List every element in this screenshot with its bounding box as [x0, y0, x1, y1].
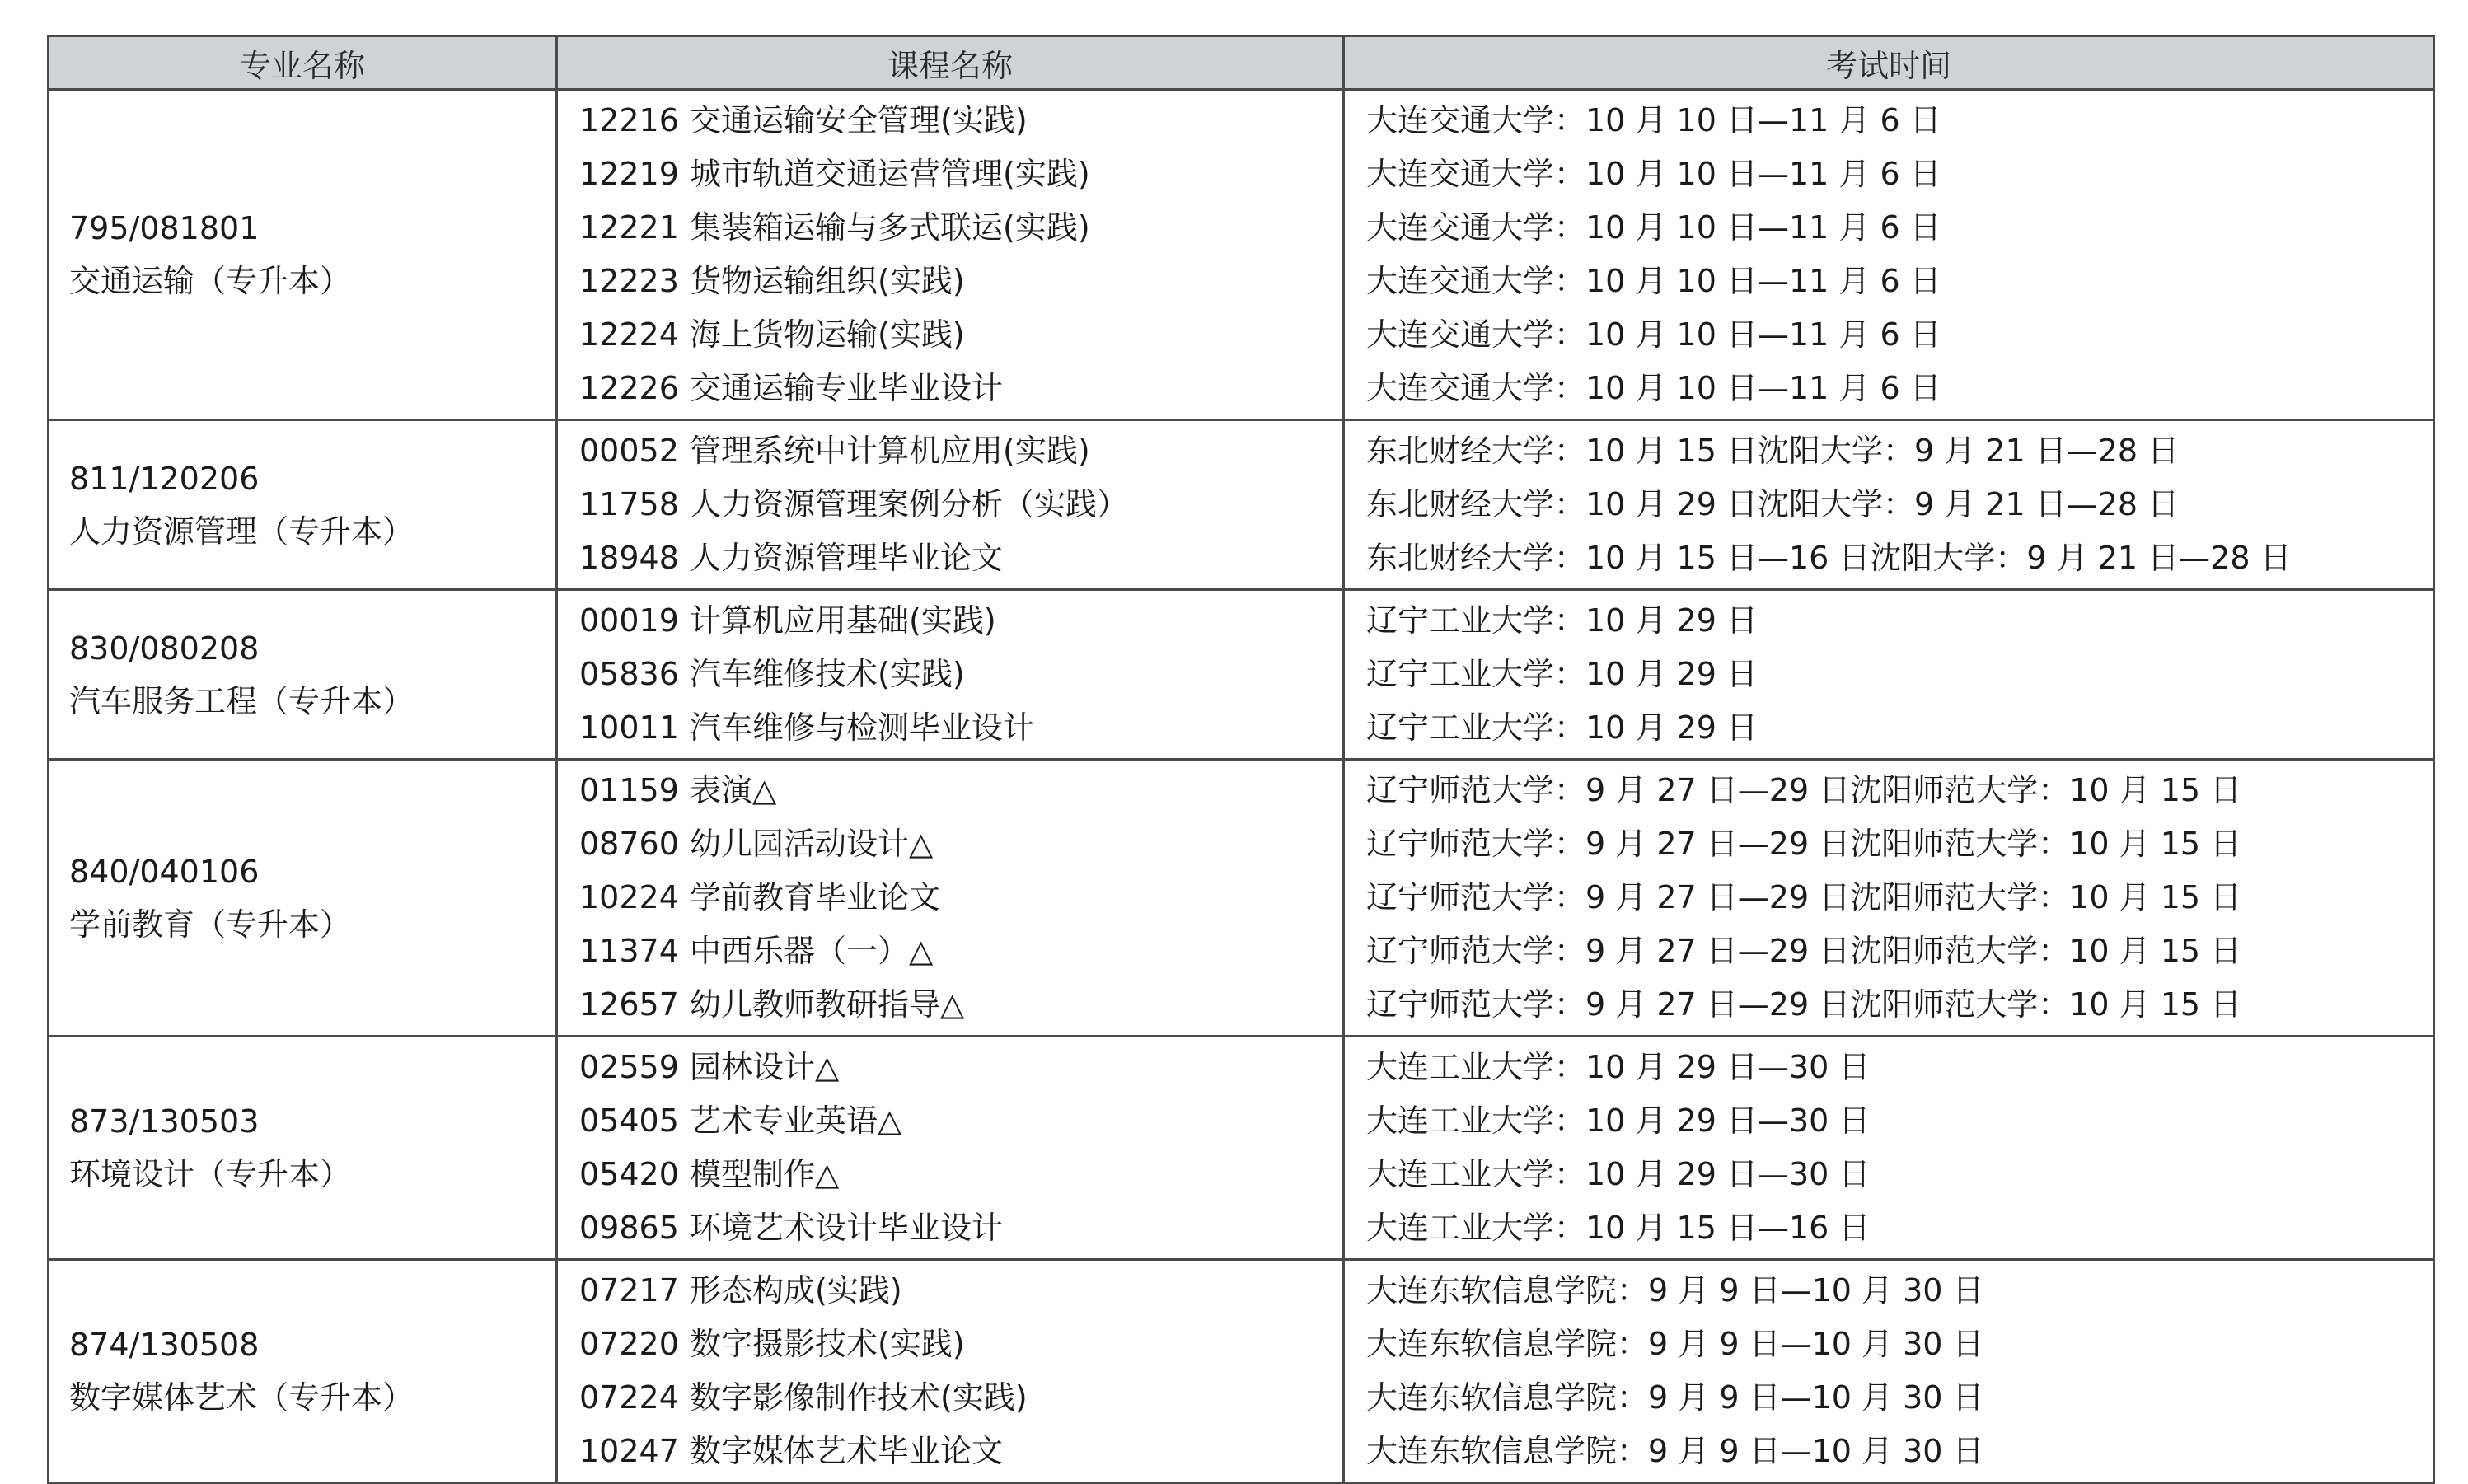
major-name: 交通运输（专升本）	[69, 263, 352, 299]
major-cell	[49, 420, 557, 590]
exam-time-line: 辽宁工业大学：10 月 29 日	[1366, 709, 1758, 746]
course-code: 05405	[579, 1102, 679, 1139]
course-code: 18948	[579, 540, 679, 576]
major-name: 学前教育（专升本）	[69, 906, 352, 943]
course-code: 12657	[579, 986, 679, 1023]
course-line	[558, 1148, 1342, 1201]
course-line	[558, 531, 1342, 585]
major-code: 873/130503	[69, 1103, 260, 1140]
exam-time-line: 大连东软信息学院：9 月 9 日—10 月 30 日	[1366, 1379, 1984, 1416]
exam-time-line: 大连交通大学：10 月 10 日—11 月 6 日	[1366, 102, 1941, 138]
major-name: 环境设计（专升本）	[69, 1156, 352, 1192]
course-name: 艺术专业英语△	[690, 1102, 902, 1139]
course-code: 12216	[579, 102, 679, 138]
course-code: 07220	[579, 1326, 679, 1362]
course-name: 表演△	[690, 772, 777, 808]
course-code: 08760	[579, 826, 679, 862]
course-line	[558, 1318, 1342, 1371]
exam-time-line: 大连交通大学：10 月 10 日—11 月 6 日	[1366, 156, 1941, 192]
course-line	[558, 1425, 1342, 1478]
course-line	[558, 817, 1342, 871]
table-header-row	[49, 36, 2434, 90]
course-name: 人力资源管理毕业论文	[690, 540, 1004, 576]
course-name: 形态构成(实践)	[690, 1272, 902, 1308]
course-cell	[557, 420, 1344, 590]
course-code: 07224	[579, 1379, 679, 1416]
header-course: 课程名称	[557, 36, 1344, 90]
major-code: 874/130508	[69, 1327, 260, 1363]
course-code: 05836	[579, 656, 679, 692]
course-name: 计算机应用基础(实践)	[690, 602, 996, 639]
course-line	[558, 594, 1342, 648]
course-name: 集装箱运输与多式联运(实践)	[690, 209, 1090, 246]
course-name: 货物运输组织(实践)	[690, 263, 965, 299]
major-cell	[49, 760, 557, 1037]
exam-time-line: 大连工业大学：10 月 15 日—16 日	[1366, 1210, 1871, 1246]
course-cell	[557, 1260, 1344, 1483]
exam-time-line: 大连工业大学：10 月 29 日—30 日	[1366, 1156, 1871, 1192]
header-exam-time: 考试时间	[1344, 36, 2434, 90]
course-code: 07217	[579, 1272, 679, 1308]
exam-time-line: 大连交通大学：10 月 10 日—11 月 6 日	[1366, 209, 1941, 246]
course-name: 学前教育毕业论文	[690, 879, 941, 915]
course-line	[558, 871, 1342, 925]
course-name: 管理系统中计算机应用(实践)	[690, 433, 1090, 469]
exam-time-cell	[1344, 420, 2434, 590]
major-cell	[49, 1037, 557, 1260]
course-code: 11758	[579, 486, 679, 522]
course-code: 09865	[579, 1210, 679, 1246]
exam-time-line: 大连东软信息学院：9 月 9 日—10 月 30 日	[1366, 1433, 1984, 1469]
course-line	[558, 648, 1342, 701]
course-name: 城市轨道交通运营管理(实践)	[690, 156, 1090, 192]
exam-time-cell	[1344, 1260, 2434, 1483]
exam-time-line: 辽宁师范大学：9 月 27 日—29 日沈阳师范大学：10 月 15 日	[1366, 986, 2242, 1023]
course-code: 10224	[579, 879, 679, 915]
course-cell	[557, 1037, 1344, 1260]
major-code: 840/040106	[69, 853, 260, 890]
course-name: 人力资源管理案例分析（实践）	[690, 486, 1129, 522]
exam-time-line: 大连交通大学：10 月 10 日—11 月 6 日	[1366, 316, 1941, 353]
exam-time-line: 大连交通大学：10 月 10 日—11 月 6 日	[1366, 370, 1941, 406]
table-row	[49, 1037, 2434, 1260]
exam-time-line: 辽宁师范大学：9 月 27 日—29 日沈阳师范大学：10 月 15 日	[1366, 772, 2242, 808]
course-line	[558, 701, 1342, 755]
course-code: 00019	[579, 602, 679, 639]
exam-time-line: 大连东软信息学院：9 月 9 日—10 月 30 日	[1366, 1272, 1984, 1308]
table-row	[49, 90, 2434, 420]
table-row	[49, 420, 2434, 590]
course-code: 11374	[579, 933, 679, 969]
course-code: 01159	[579, 772, 679, 808]
course-cell	[557, 590, 1344, 760]
course-name: 数字摄影技术(实践)	[690, 1326, 965, 1362]
course-line	[558, 147, 1342, 201]
major-code: 795/081801	[69, 210, 260, 246]
exam-time-cell	[1344, 1037, 2434, 1260]
exam-time-line: 辽宁师范大学：9 月 27 日—29 日沈阳师范大学：10 月 15 日	[1366, 933, 2242, 969]
major-code: 811/120206	[69, 460, 260, 497]
course-name: 中西乐器（一）△	[690, 933, 934, 969]
table-row	[49, 760, 2434, 1037]
major-cell	[49, 1260, 557, 1483]
course-code: 12223	[579, 263, 679, 299]
course-name: 海上货物运输(实践)	[690, 316, 965, 353]
course-line	[558, 1201, 1342, 1255]
exam-time-line: 辽宁师范大学：9 月 27 日—29 日沈阳师范大学：10 月 15 日	[1366, 879, 2242, 915]
course-line	[558, 978, 1342, 1032]
header-major: 专业名称	[49, 36, 557, 90]
course-code: 00052	[579, 433, 679, 469]
exam-schedule-sheet	[47, 35, 2433, 1484]
exam-time-line: 东北财经大学：10 月 15 日沈阳大学：9 月 21 日—28 日	[1366, 433, 2180, 469]
course-name: 环境艺术设计毕业设计	[690, 1210, 1004, 1246]
exam-time-line: 大连工业大学：10 月 29 日—30 日	[1366, 1102, 1871, 1139]
course-code: 12221	[579, 209, 679, 246]
course-line	[558, 308, 1342, 362]
course-name: 交通运输安全管理(实践)	[690, 102, 1028, 138]
course-line	[558, 201, 1342, 255]
exam-time-line: 辽宁工业大学：10 月 29 日	[1366, 656, 1758, 692]
course-line	[558, 478, 1342, 531]
exam-time-line: 辽宁工业大学：10 月 29 日	[1366, 602, 1758, 639]
course-name: 园林设计△	[690, 1049, 840, 1085]
exam-time-line: 大连工业大学：10 月 29 日—30 日	[1366, 1049, 1871, 1085]
course-code: 12224	[579, 316, 679, 353]
exam-time-line: 大连交通大学：10 月 10 日—11 月 6 日	[1366, 263, 1941, 299]
course-line	[558, 1094, 1342, 1148]
course-line	[558, 1371, 1342, 1425]
course-code: 12226	[579, 370, 679, 406]
course-line	[558, 1041, 1342, 1094]
course-cell	[557, 760, 1344, 1037]
course-name: 数字媒体艺术毕业论文	[690, 1433, 1004, 1469]
course-line	[558, 1264, 1342, 1318]
course-code: 02559	[579, 1049, 679, 1085]
major-name: 人力资源管理（专升本）	[69, 513, 414, 550]
course-cell	[557, 90, 1344, 420]
major-cell	[49, 590, 557, 760]
exam-time-cell	[1344, 590, 2434, 760]
course-name: 幼儿教师教研指导△	[690, 986, 965, 1023]
exam-time-cell	[1344, 760, 2434, 1037]
exam-time-cell	[1344, 90, 2434, 420]
major-name: 数字媒体艺术（专升本）	[69, 1379, 414, 1416]
table-row	[49, 590, 2434, 760]
course-code: 12219	[579, 156, 679, 192]
course-code: 10011	[579, 709, 679, 746]
exam-time-line: 东北财经大学：10 月 15 日—16 日沈阳大学：9 月 21 日—28 日	[1366, 540, 2292, 576]
course-line	[558, 94, 1342, 147]
major-code: 830/080208	[69, 630, 260, 667]
major-cell	[49, 90, 557, 420]
course-line	[558, 255, 1342, 308]
course-line	[558, 764, 1342, 817]
course-line	[558, 424, 1342, 478]
course-name: 数字影像制作技术(实践)	[690, 1379, 1028, 1416]
major-name: 汽车服务工程（专升本）	[69, 682, 414, 719]
exam-time-line: 大连东软信息学院：9 月 9 日—10 月 30 日	[1366, 1326, 1984, 1362]
exam-time-line: 辽宁师范大学：9 月 27 日—29 日沈阳师范大学：10 月 15 日	[1366, 826, 2242, 862]
course-line	[558, 925, 1342, 978]
exam-time-line: 东北财经大学：10 月 29 日沈阳大学：9 月 21 日—28 日	[1366, 486, 2180, 522]
table-body	[49, 90, 2434, 1483]
exam-schedule-table	[47, 35, 2435, 1484]
course-name: 幼儿园活动设计△	[690, 826, 934, 862]
course-code: 10247	[579, 1433, 679, 1469]
course-name: 模型制作△	[690, 1156, 840, 1192]
course-name: 汽车维修与检测毕业设计	[690, 709, 1035, 746]
table-row	[49, 1260, 2434, 1483]
course-code: 05420	[579, 1156, 679, 1192]
course-line	[558, 362, 1342, 415]
course-name: 交通运输专业毕业设计	[690, 370, 1004, 406]
course-name: 汽车维修技术(实践)	[690, 656, 965, 692]
